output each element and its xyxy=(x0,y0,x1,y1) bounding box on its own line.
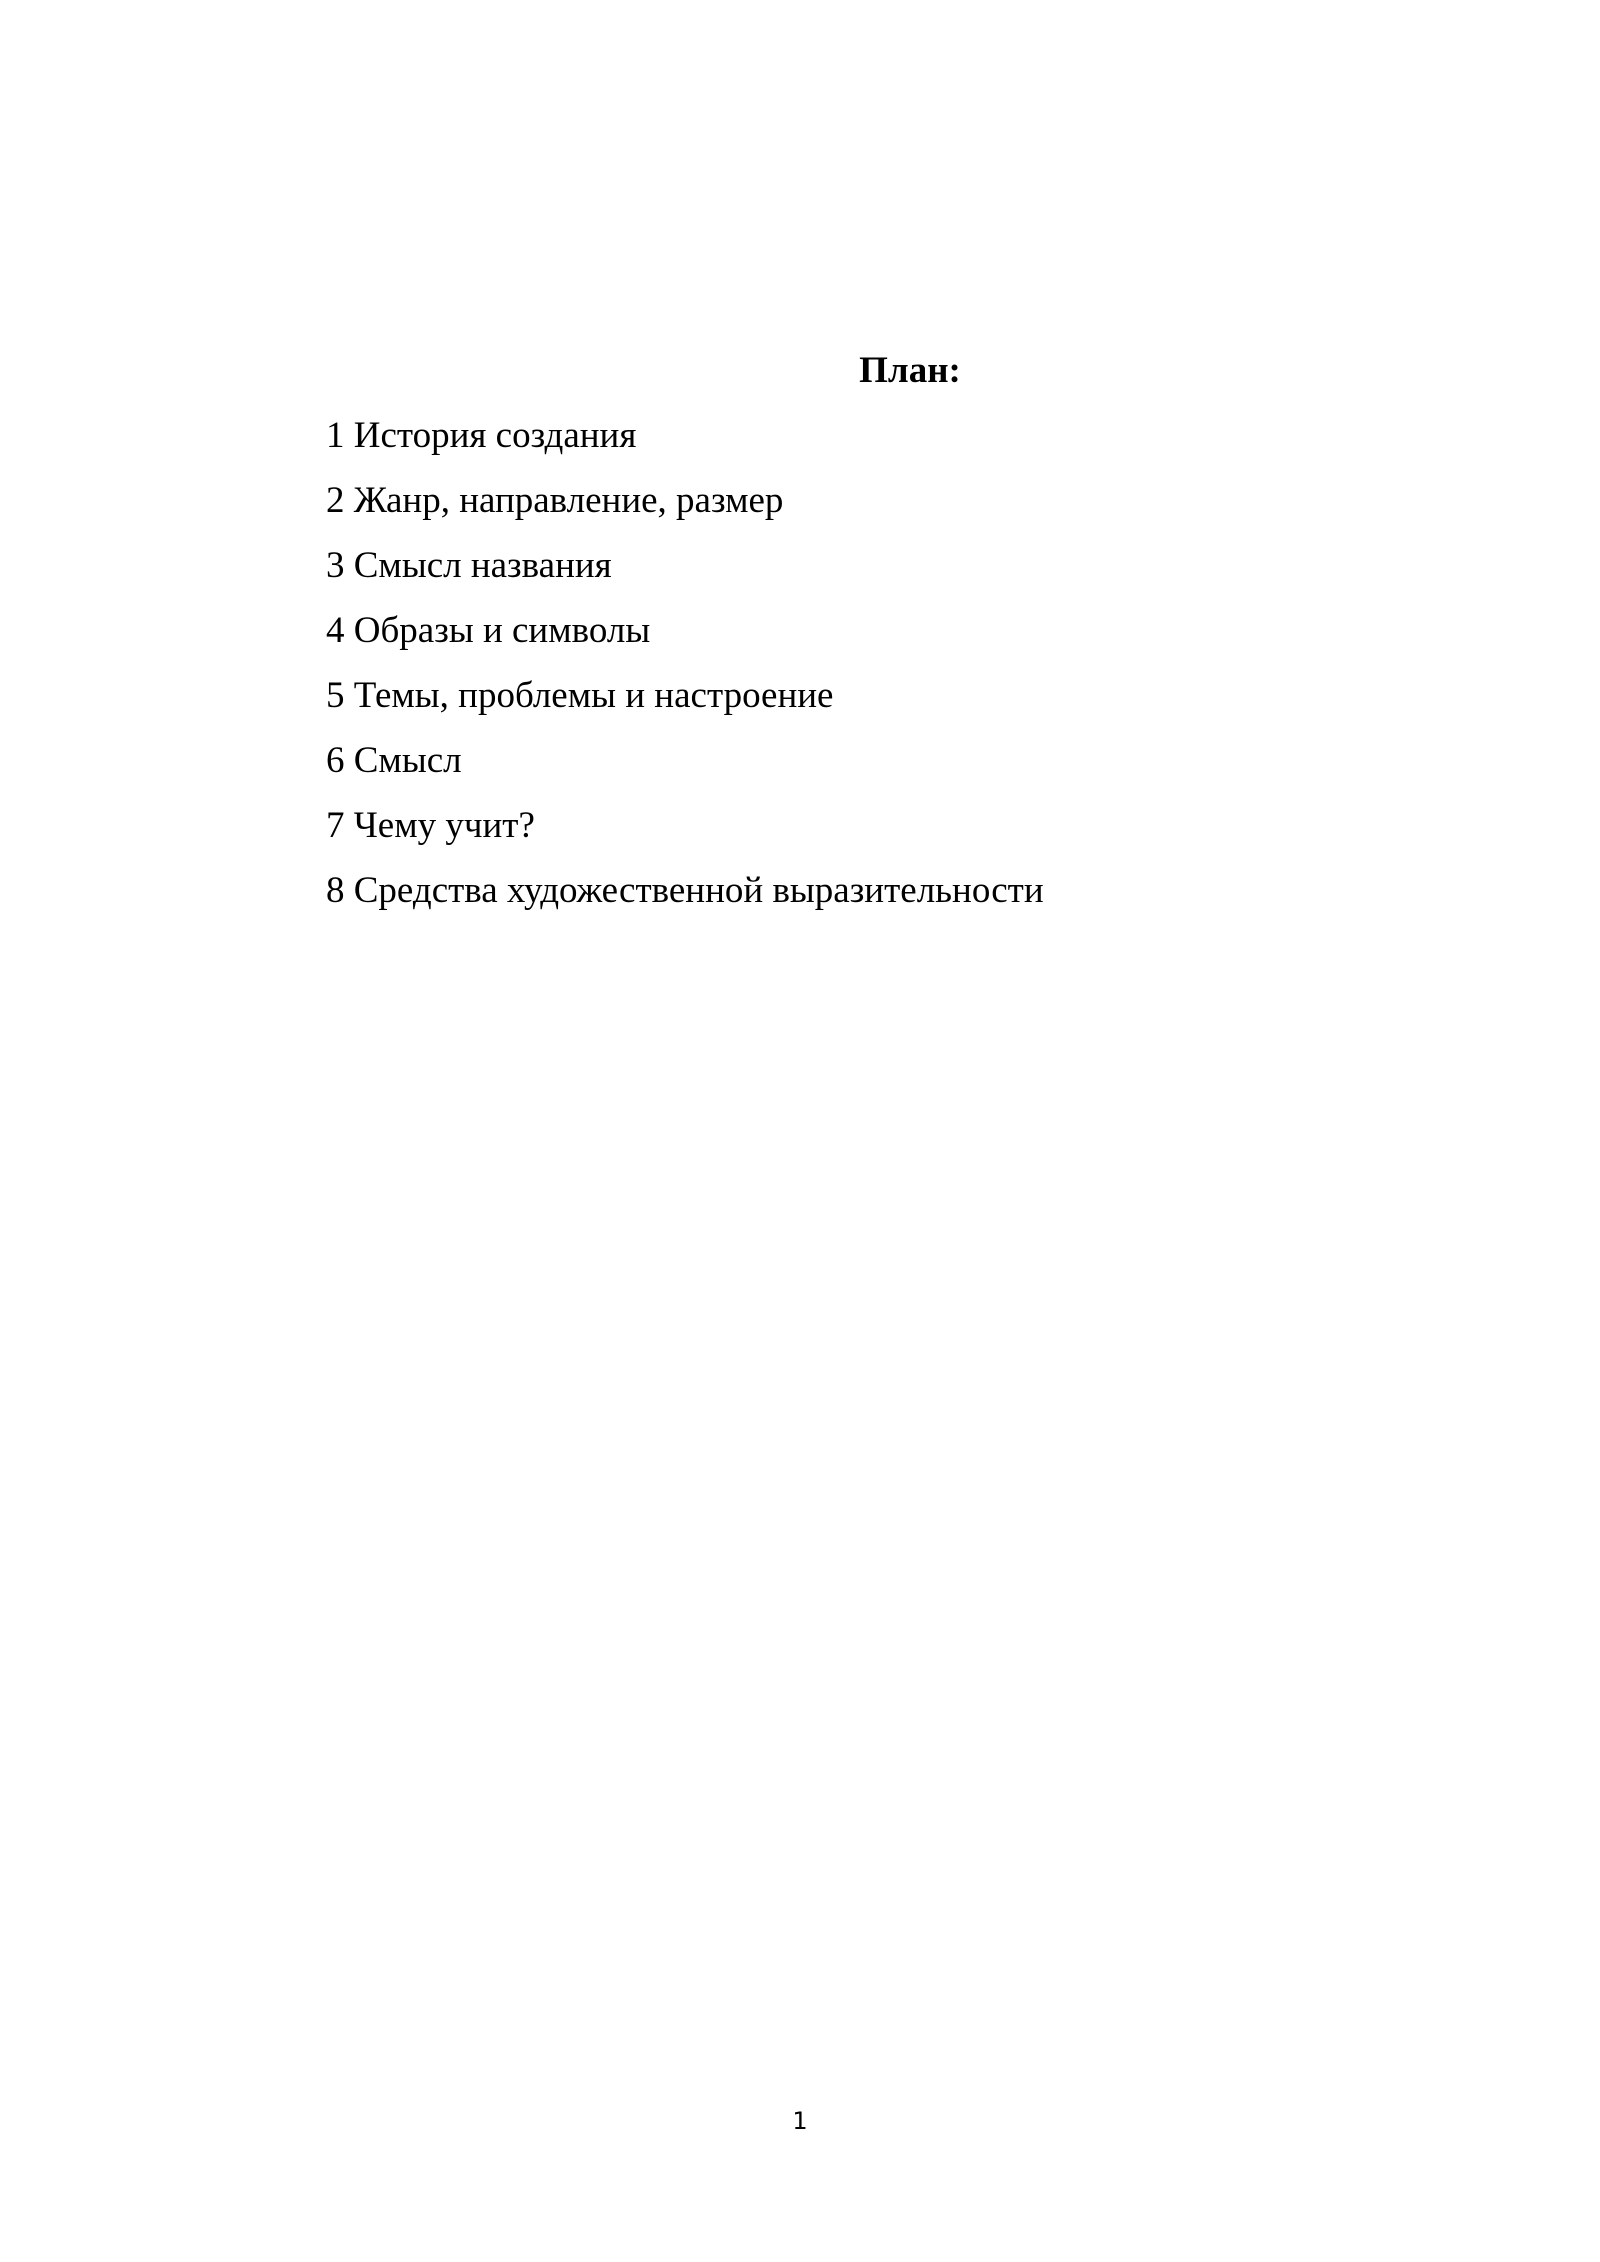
plan-item-7: 7 Чему учит? xyxy=(326,805,535,846)
plan-item-5: 5 Темы, проблемы и настроение xyxy=(326,675,834,716)
plan-item-1: 1 История создания xyxy=(326,415,637,456)
plan-item-4: 4 Образы и символы xyxy=(326,610,651,651)
plan-item-6: 6 Смысл xyxy=(326,740,462,781)
plan-item-2: 2 Жанр, направление, размер xyxy=(326,480,784,521)
plan-item-3: 3 Смысл названия xyxy=(326,545,612,586)
plan-item-8: 8 Средства художественной выразительности xyxy=(326,870,1044,911)
page-number: 1 xyxy=(792,2107,808,2135)
page-title: План: xyxy=(859,350,961,391)
plan-list xyxy=(326,410,1044,930)
